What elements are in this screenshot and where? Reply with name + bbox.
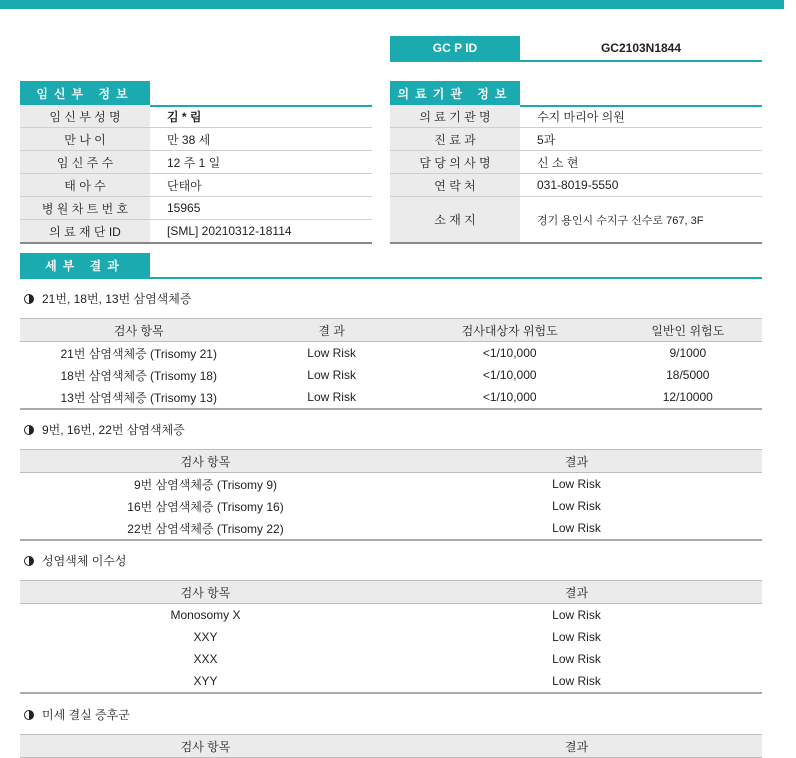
table-row	[20, 648, 762, 670]
patient-info-label: 임 신 부 성 명	[20, 105, 150, 128]
table-cell: <1/10,000	[406, 386, 614, 409]
institution-info-label: 소 재 지	[390, 197, 520, 244]
patient-info-label: 태 아 수	[20, 174, 150, 197]
patient-info-value: 김 * 림	[150, 105, 372, 128]
half-circle-icon	[24, 710, 34, 720]
column-header: 검사 항목	[20, 735, 391, 758]
institution-info-value: 031-8019-5550	[520, 174, 762, 197]
details-header	[20, 253, 762, 279]
institution-info-value: 경기 용인시 수지구 신수로 767, 3F	[520, 197, 762, 244]
result-table	[20, 318, 762, 410]
section-heading	[24, 421, 185, 438]
table-cell: Low Risk	[552, 652, 601, 666]
patient-info-label: 의 료 재 단 ID	[20, 220, 150, 244]
table-row	[20, 364, 762, 386]
column-header: 결과	[391, 735, 762, 758]
institution-info-value: 수지 마리아 의원	[520, 105, 762, 128]
table-cell: Low Risk	[391, 670, 762, 693]
institution-info-row	[390, 105, 762, 128]
table-cell: Monosomy X	[170, 608, 241, 622]
table-cell: XXY	[193, 630, 218, 644]
table-cell: 18/5000	[666, 368, 710, 382]
half-circle-icon	[24, 556, 34, 566]
section-heading	[24, 706, 130, 723]
institution-info-label: 의 료 기 관 명	[390, 105, 520, 128]
section-title: 9번, 16번, 22번 삼염색체증	[42, 423, 185, 437]
half-circle-icon	[24, 425, 34, 435]
patient-info-value: 단태아	[150, 174, 372, 197]
column-header: 검사대상자 위험도	[406, 319, 614, 342]
section-heading	[24, 290, 191, 307]
table-cell: 9번 삼염색체증 (Trisomy 9)	[133, 477, 278, 492]
column-header: 결 과	[257, 319, 405, 342]
table-cell: Low Risk	[552, 608, 601, 622]
patient-info-row	[20, 105, 372, 128]
gcp-id-box	[390, 36, 762, 62]
institution-info-header	[390, 81, 762, 107]
section-heading	[24, 552, 126, 569]
patient-info-value: 12 주 1 일	[150, 151, 372, 174]
half-circle-icon	[24, 294, 34, 304]
table-cell: 9/1000	[669, 346, 707, 360]
patient-info-row	[20, 174, 372, 197]
patient-info-label: 임 신 주 수	[20, 151, 150, 174]
table-cell: Low Risk	[391, 517, 762, 540]
table-cell: 12/10000	[614, 386, 762, 409]
patient-info-label: 만 나 이	[20, 128, 150, 151]
patient-info-row	[20, 220, 372, 244]
institution-info-value: 신 소 현	[520, 151, 762, 174]
column-header: 검사 항목	[20, 450, 391, 473]
table-cell: Low Risk	[307, 368, 356, 382]
column-header: 검사 항목	[20, 319, 257, 342]
table-cell: 22번 삼염색체증 (Trisomy 22)	[20, 517, 391, 540]
section-title: 21번, 18번, 13번 삼염색체증	[42, 292, 192, 306]
table-row	[20, 342, 762, 365]
institution-info-value: 5과	[520, 128, 762, 151]
table-cell: 16번 삼염색체증 (Trisomy 16)	[127, 499, 284, 514]
table-cell: Low Risk	[552, 499, 601, 513]
table-cell: <1/10,000	[482, 368, 537, 382]
patient-info-value: 15965	[150, 197, 372, 220]
column-header: 검사 항목	[20, 581, 391, 604]
patient-info-label: 병 원 차 트 번 호	[20, 197, 150, 220]
gcp-id-label: GC P ID	[390, 36, 520, 60]
table-cell: Low Risk	[307, 346, 356, 360]
column-header: 결과	[391, 450, 762, 473]
table-cell: 21번 삼염색체증 (Trisomy 21)	[60, 346, 217, 361]
patient-info-row	[20, 128, 372, 151]
institution-info-row	[390, 128, 762, 151]
table-cell: 13번 삼염색체증 (Trisomy 13)	[20, 386, 257, 409]
institution-info-label: 연 락 처	[390, 174, 520, 197]
table-cell: Low Risk	[257, 386, 405, 409]
result-table	[20, 580, 762, 694]
details-title: 세부 결과	[20, 253, 150, 277]
result-table	[20, 734, 762, 758]
patient-info-value: 만 38 세	[150, 128, 372, 151]
patient-info-title: 임신부 정보	[20, 81, 150, 105]
table-row	[20, 626, 762, 648]
institution-info-row	[390, 174, 762, 197]
patient-info-table	[20, 105, 372, 244]
table-cell: XXX	[193, 652, 218, 666]
table-cell: <1/10,000	[482, 346, 537, 360]
column-header: 일반인 위험도	[614, 319, 762, 342]
section-title: 성염색체 이수성	[42, 554, 127, 568]
table-row	[20, 517, 762, 540]
patient-info-row	[20, 151, 372, 174]
section-title: 미세 결실 증후군	[42, 708, 130, 722]
column-header: 결과	[391, 581, 762, 604]
table-cell: Low Risk	[552, 630, 601, 644]
table-cell: Low Risk	[552, 477, 601, 491]
table-row	[20, 495, 762, 517]
institution-info-label: 진 료 과	[390, 128, 520, 151]
table-row	[20, 604, 762, 627]
patient-info-row	[20, 197, 372, 220]
institution-info-table	[390, 105, 762, 244]
table-row	[20, 473, 762, 496]
institution-info-title: 의료기관 정보	[390, 81, 520, 105]
result-table	[20, 449, 762, 541]
table-row	[20, 386, 762, 409]
table-cell: 18번 삼염색체증 (Trisomy 18)	[60, 368, 217, 383]
gcp-id-value: GC2103N1844	[600, 41, 682, 55]
top-accent-bar	[0, 0, 784, 9]
institution-info-row	[390, 197, 762, 244]
table-cell: XYY	[20, 670, 391, 693]
institution-info-row	[390, 151, 762, 174]
patient-info-header	[20, 81, 372, 107]
patient-info-value: [SML] 20210312-18114	[150, 220, 372, 244]
institution-info-label: 담 당 의 사 명	[390, 151, 520, 174]
table-row	[20, 670, 762, 693]
